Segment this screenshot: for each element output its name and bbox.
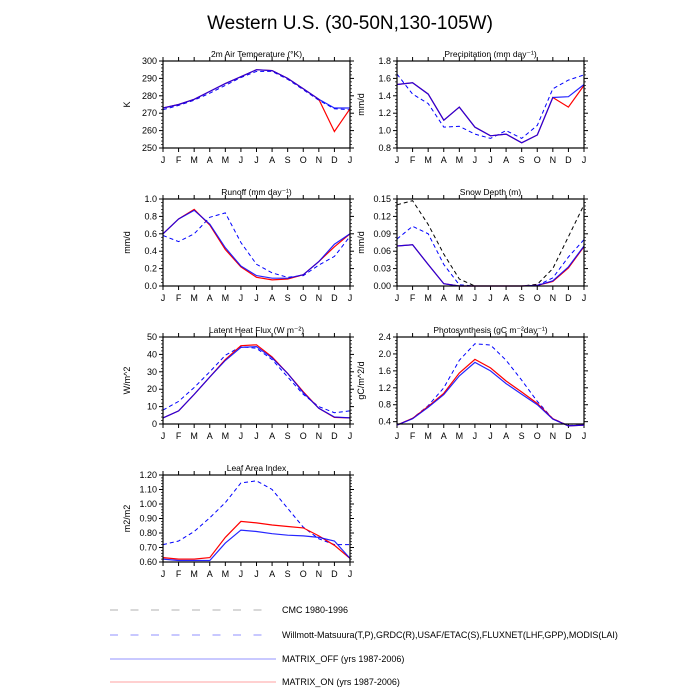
x-tick-label: M	[424, 155, 432, 165]
x-tick-label: M	[190, 155, 198, 165]
legend-label: MATRIX_ON (yrs 1987-2006)	[282, 677, 400, 687]
x-tick-label: N	[549, 293, 557, 303]
panel-4	[122, 325, 354, 441]
x-tick-label: A	[503, 155, 510, 165]
series-matrix-on	[397, 359, 584, 426]
panel-1	[356, 49, 588, 165]
x-tick-label: J	[488, 431, 493, 441]
x-tick-label: S	[518, 155, 525, 165]
x-tick-label: M	[190, 293, 198, 303]
y-tick-label: 1.6	[378, 365, 391, 376]
x-tick-label: J	[347, 431, 353, 441]
legend-label: CMC 1980-1996	[282, 605, 349, 615]
series-willmott-matsuura	[163, 71, 350, 109]
panel-title: 2m Air Temperature (°K)	[210, 49, 303, 59]
x-tick-label: N	[549, 431, 557, 441]
y-tick-label: 0.80	[139, 528, 157, 538]
x-tick-label: J	[254, 293, 259, 303]
plot-frame	[163, 337, 350, 424]
legend-item	[110, 654, 404, 664]
x-tick-label: D	[331, 155, 338, 165]
panel-title: Snow Depth (m)	[459, 187, 522, 197]
y-axis-label: mm/d	[356, 231, 366, 254]
y-tick-label: 0.09	[373, 228, 391, 239]
x-tick-label: J	[472, 431, 478, 441]
panel-title: Latent Heat Flux (W m⁻²)	[208, 325, 305, 335]
y-tick-label: 0.03	[373, 263, 391, 274]
y-tick-label: 20	[146, 384, 157, 395]
y-axis-label: K	[122, 101, 132, 108]
x-tick-label: S	[284, 569, 291, 579]
panel-5	[356, 325, 588, 441]
y-tick-label: 1.0	[144, 194, 157, 204]
y-tick-label: 0.4	[144, 246, 157, 257]
y-tick-label: 10	[146, 401, 157, 412]
x-tick-label: J	[347, 293, 353, 303]
series-usaf-etac	[397, 226, 584, 286]
series-matrix-on	[163, 345, 350, 418]
y-tick-label: 1.00	[139, 499, 157, 509]
panel-title: Leaf Area Index	[226, 463, 287, 473]
x-tick-label: J	[394, 155, 400, 165]
y-tick-label: 1.2	[378, 108, 391, 119]
x-tick-label: A	[269, 155, 276, 165]
x-tick-label: D	[565, 293, 572, 303]
x-tick-label: A	[503, 293, 510, 303]
x-tick-label: J	[238, 569, 244, 579]
x-tick-label: N	[315, 293, 323, 303]
y-tick-label: 0.8	[378, 143, 391, 153]
x-tick-label: M	[221, 569, 230, 579]
y-tick-label: 1.8	[378, 56, 391, 66]
x-tick-label: O	[299, 431, 307, 441]
x-tick-label: J	[254, 431, 259, 441]
y-tick-label: 0.70	[139, 542, 157, 553]
y-tick-label: 0.90	[139, 513, 157, 524]
y-tick-label: 1.6	[378, 73, 391, 84]
x-tick-label: D	[565, 431, 572, 441]
x-tick-label: N	[549, 155, 557, 165]
x-tick-label: A	[206, 155, 213, 165]
x-tick-label: J	[347, 155, 353, 165]
series-willmott-matsuura	[397, 74, 584, 138]
x-tick-label: S	[518, 431, 525, 441]
y-tick-label: 0.6	[144, 228, 157, 239]
y-tick-label: 0.2	[144, 263, 157, 274]
plot-frame	[397, 61, 584, 148]
series-matrix-off	[163, 530, 350, 560]
x-tick-label: J	[488, 293, 493, 303]
x-tick-label: D	[331, 569, 338, 579]
x-tick-label: F	[175, 431, 182, 441]
x-tick-label: O	[299, 155, 307, 165]
x-tick-label: D	[331, 293, 338, 303]
x-tick-label: M	[455, 431, 464, 441]
x-tick-label: A	[206, 569, 213, 579]
y-tick-label: 0.12	[373, 211, 391, 222]
x-tick-label: M	[455, 155, 464, 165]
series-matrix-off	[397, 362, 584, 426]
panel-title: Photosynthesis (gC m⁻²day⁻¹)	[433, 325, 548, 335]
legend-item	[110, 630, 618, 640]
x-tick-label: O	[299, 293, 307, 303]
series-modis	[163, 481, 350, 545]
panel-2	[122, 187, 354, 303]
y-tick-label: 0.15	[373, 194, 391, 204]
x-tick-label: O	[533, 431, 541, 441]
y-tick-label: 300	[141, 56, 157, 66]
x-tick-label: J	[160, 431, 166, 441]
x-tick-label: S	[518, 293, 525, 303]
y-axis-label: W/m^2	[122, 366, 132, 395]
x-tick-label: M	[424, 431, 432, 441]
x-tick-label: J	[160, 293, 166, 303]
x-tick-label: S	[284, 293, 291, 303]
series-matrix-on	[397, 245, 584, 286]
figure-title: Western U.S. (30-50N,130-105W)	[207, 13, 493, 34]
x-tick-label: S	[284, 431, 291, 441]
x-tick-label: A	[440, 155, 447, 165]
x-tick-label: A	[440, 293, 447, 303]
x-tick-label: J	[160, 569, 166, 579]
x-tick-label: S	[284, 155, 291, 165]
x-tick-label: J	[160, 155, 166, 165]
x-tick-label: J	[347, 569, 353, 579]
x-tick-label: M	[424, 293, 432, 303]
y-tick-label: 1.10	[139, 484, 157, 495]
x-tick-label: A	[269, 293, 276, 303]
legend-item	[110, 605, 348, 615]
series-matrix-off	[163, 347, 350, 418]
series-matrix-on	[163, 521, 350, 559]
y-axis-label: mm/d	[356, 93, 366, 116]
x-tick-label: F	[409, 431, 416, 441]
y-tick-label: 0.8	[378, 399, 391, 410]
x-tick-label: J	[472, 155, 478, 165]
x-tick-label: A	[440, 431, 447, 441]
x-tick-label: J	[472, 293, 478, 303]
y-tick-label: 50	[146, 332, 157, 342]
y-axis-label: mm/d	[122, 231, 132, 254]
y-tick-label: 250	[141, 143, 157, 153]
x-tick-label: J	[581, 431, 587, 441]
x-tick-label: A	[206, 293, 213, 303]
x-tick-label: M	[221, 431, 230, 441]
x-tick-label: F	[175, 293, 182, 303]
panel-6	[122, 463, 354, 579]
y-tick-label: 0.60	[139, 557, 157, 567]
y-tick-label: 0.00	[373, 281, 391, 291]
x-tick-label: M	[221, 155, 230, 165]
x-tick-label: J	[238, 155, 244, 165]
plot-frame	[397, 337, 584, 424]
series-matrix-off	[397, 83, 584, 143]
y-tick-label: 40	[146, 349, 157, 360]
x-tick-label: M	[221, 293, 230, 303]
x-tick-label: D	[565, 155, 572, 165]
x-tick-label: A	[269, 569, 276, 579]
y-tick-label: 0.4	[378, 416, 391, 427]
x-tick-label: J	[581, 293, 587, 303]
y-tick-label: 290	[141, 73, 157, 84]
x-tick-label: F	[175, 155, 182, 165]
y-tick-label: 30	[146, 366, 157, 377]
x-tick-label: J	[254, 155, 259, 165]
y-tick-label: 0.8	[144, 211, 157, 222]
y-axis-label: m2/m2	[122, 504, 132, 533]
y-tick-label: 280	[141, 90, 157, 101]
x-tick-label: A	[206, 431, 213, 441]
series-fluxnet	[397, 344, 584, 426]
x-tick-label: J	[488, 155, 493, 165]
legend	[110, 605, 618, 687]
series-grdc	[163, 213, 350, 277]
x-tick-label: J	[394, 431, 400, 441]
x-tick-label: M	[190, 431, 198, 441]
x-tick-label: J	[238, 431, 244, 441]
x-tick-label: N	[315, 155, 323, 165]
x-tick-label: J	[394, 293, 400, 303]
legend-item	[110, 677, 400, 687]
x-tick-label: A	[269, 431, 276, 441]
x-tick-label: J	[581, 155, 587, 165]
y-axis-label: gC/m^2/d	[356, 361, 366, 400]
x-tick-label: J	[238, 293, 244, 303]
x-tick-label: O	[533, 155, 541, 165]
x-tick-label: J	[254, 569, 259, 579]
x-tick-label: M	[190, 569, 198, 579]
plot-frame	[163, 475, 350, 562]
x-tick-label: F	[175, 569, 182, 579]
series-matrix-on	[163, 209, 350, 280]
y-tick-label: 1.0	[378, 125, 391, 136]
series-fluxnet	[163, 347, 350, 413]
x-tick-label: O	[533, 293, 541, 303]
panel-title: Runoff (mm day⁻¹)	[221, 187, 292, 197]
y-tick-label: 0.0	[144, 281, 157, 291]
series-matrix-off	[163, 210, 350, 278]
x-tick-label: O	[299, 569, 307, 579]
y-tick-label: 2.0	[378, 348, 391, 359]
y-tick-label: 1.4	[378, 90, 391, 101]
x-tick-label: N	[315, 431, 323, 441]
panel-title: Precipitation (mm day⁻¹)	[444, 49, 537, 59]
x-tick-label: F	[409, 155, 416, 165]
x-tick-label: A	[503, 431, 510, 441]
y-tick-label: 0.06	[373, 246, 391, 257]
y-tick-label: 2.4	[378, 332, 391, 342]
panel-3	[356, 187, 588, 303]
x-tick-label: N	[315, 569, 323, 579]
panel-0	[122, 49, 354, 165]
series-matrix-off	[397, 245, 584, 286]
y-tick-label: 260	[141, 125, 157, 136]
y-tick-label: 270	[141, 108, 157, 119]
y-tick-label: 0	[151, 419, 157, 429]
legend-label: Willmott-Matsuura(T,P),GRDC(R),USAF/ETAC(S),FLUXNET(LHF,GPP),MODIS(LAI)	[282, 630, 618, 640]
y-tick-label: 1.2	[378, 382, 391, 393]
x-tick-label: F	[409, 293, 416, 303]
x-tick-label: M	[455, 293, 464, 303]
y-tick-label: 1.20	[139, 470, 157, 480]
legend-label: MATRIX_OFF (yrs 1987-2006)	[282, 654, 405, 664]
x-tick-label: D	[331, 431, 338, 441]
